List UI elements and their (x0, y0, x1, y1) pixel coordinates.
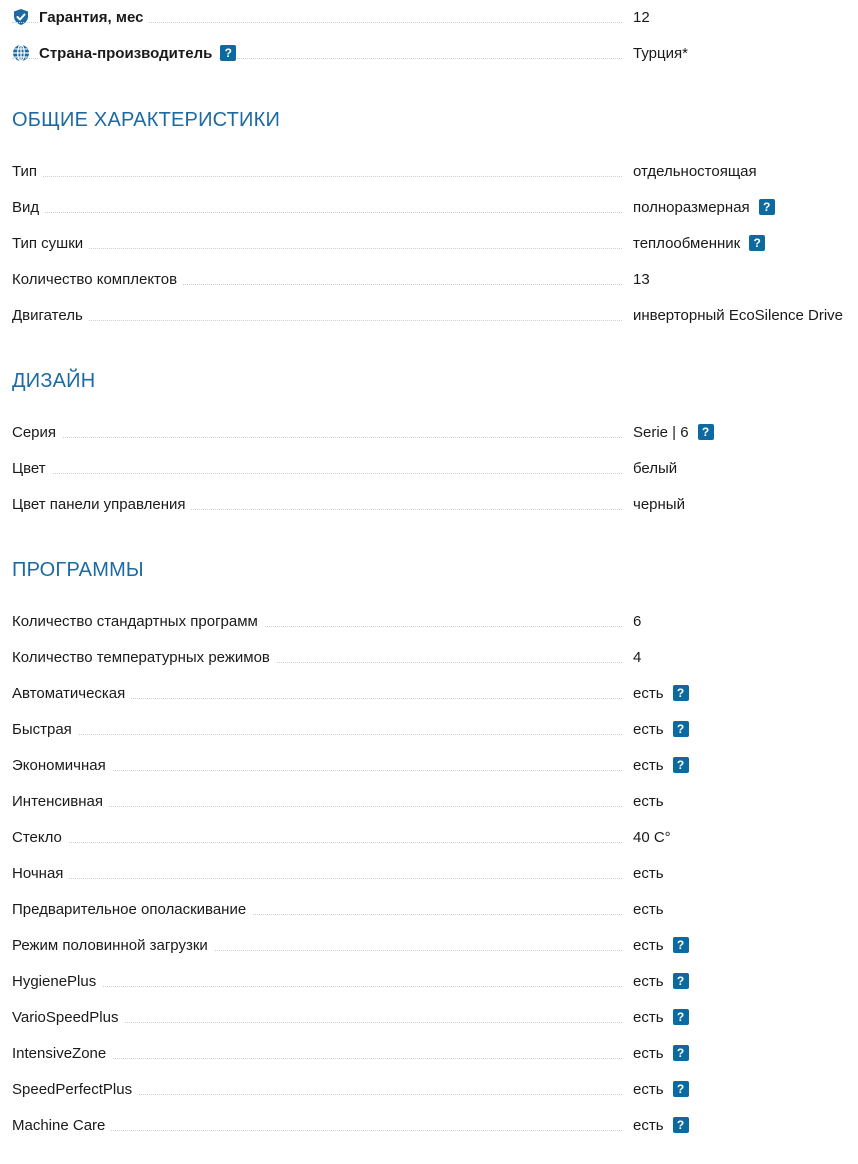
spec-label: Цвет панели управления (12, 496, 191, 513)
spec-value-text: теплообменник (633, 234, 741, 252)
spec-value (633, 1117, 689, 1134)
help-icon[interactable]: ? (673, 937, 689, 953)
spec-row (12, 269, 858, 289)
spec-value (633, 757, 689, 774)
spec-label: Режим половинной загрузки (12, 937, 214, 954)
spec-label: Экономичная (12, 757, 112, 774)
spec-value-text: есть (633, 684, 664, 702)
spec-value (633, 1081, 689, 1098)
spec-value (633, 793, 664, 810)
spec-value (633, 9, 650, 26)
spec-label: IntensiveZone (12, 1045, 112, 1062)
spec-value (633, 649, 641, 666)
spec-row (12, 197, 858, 217)
spec-value (633, 235, 765, 252)
help-icon[interactable]: ? (220, 45, 236, 61)
spec-value-text: 4 (633, 648, 642, 666)
spec-value-text: отдельностоящая (633, 162, 757, 180)
spec-value (633, 829, 671, 846)
spec-row (12, 422, 858, 442)
spec-value (633, 721, 689, 738)
spec-row (12, 755, 858, 775)
spec-value (633, 424, 714, 441)
spec-label: Цвет (12, 460, 52, 477)
dotted-leader (12, 248, 622, 249)
dotted-leader (12, 986, 622, 987)
spec-label: Двигатель (12, 307, 89, 324)
spec-row (12, 683, 858, 703)
spec-row (12, 458, 858, 478)
spec-value (633, 1009, 689, 1026)
section-title: ДИЗАЙН (12, 370, 96, 392)
help-icon[interactable]: ? (673, 1081, 689, 1097)
spec-label: Тип (12, 163, 43, 180)
spec-label: HygienePlus (12, 973, 102, 990)
spec-row (12, 161, 858, 181)
help-icon[interactable]: ? (673, 1117, 689, 1133)
section-title: ПРОГРАММЫ (12, 559, 144, 581)
help-icon[interactable]: ? (673, 757, 689, 773)
spec-value (633, 865, 664, 882)
help-icon[interactable]: ? (673, 1009, 689, 1025)
spec-value (633, 973, 689, 990)
spec-label: Быстрая (12, 721, 78, 738)
spec-value-text: 40 С° (633, 828, 671, 846)
help-icon[interactable]: ? (749, 235, 765, 251)
spec-value-text: Serie | 6 (633, 423, 689, 441)
spec-row (12, 1079, 858, 1099)
help-icon[interactable]: ? (698, 424, 714, 440)
spec-label: Автоматическая (12, 685, 131, 702)
spec-value-text: есть (633, 1044, 664, 1062)
spec-value (633, 685, 689, 702)
help-icon[interactable]: ? (673, 685, 689, 701)
spec-row-warranty (12, 7, 858, 27)
spec-label: Ночная (12, 865, 69, 882)
spec-label: Machine Care (12, 1117, 111, 1134)
spec-value (633, 271, 650, 288)
spec-value-text: белый (633, 459, 678, 477)
spec-label: Страна-производитель (39, 45, 218, 62)
spec-row (12, 1043, 858, 1063)
spec-value (633, 613, 641, 630)
spec-row (12, 1115, 858, 1135)
spec-value (633, 163, 757, 180)
spec-row (12, 647, 858, 667)
spec-value-text: есть (633, 900, 664, 918)
dotted-leader (12, 734, 622, 735)
spec-label: Предварительное ополаскивание (12, 901, 252, 918)
spec-row (12, 791, 858, 811)
spec-label: Гарантия, мес (39, 9, 149, 26)
spec-value-text: 12 (633, 8, 650, 26)
spec-label: Количество стандартных программ (12, 613, 264, 630)
spec-label: Серия (12, 424, 62, 441)
spec-label: Количество температурных режимов (12, 649, 276, 666)
spec-label: Количество комплектов (12, 271, 183, 288)
spec-value-text: есть (633, 864, 664, 882)
spec-value-text: черный (633, 495, 685, 513)
dotted-leader (12, 437, 622, 438)
spec-row (12, 233, 858, 253)
help-icon[interactable]: ? (673, 973, 689, 989)
section-title: ОБЩИЕ ХАРАКТЕРИСТИКИ (12, 109, 281, 131)
spec-value-text: 13 (633, 270, 650, 288)
spec-row (12, 827, 858, 847)
spec-row (12, 935, 858, 955)
dotted-leader (12, 878, 622, 879)
spec-row (12, 1007, 858, 1027)
dotted-leader (12, 320, 622, 321)
help-icon[interactable]: ? (673, 721, 689, 737)
spec-value-text: есть (633, 1008, 664, 1026)
spec-value-text: есть (633, 720, 664, 738)
help-icon[interactable]: ? (759, 199, 775, 215)
spec-value-text: полноразмерная (633, 198, 750, 216)
help-icon[interactable]: ? (673, 1045, 689, 1061)
spec-label: Вид (12, 199, 45, 216)
spec-value-text: есть (633, 972, 664, 990)
spec-label: VarioSpeedPlus (12, 1009, 124, 1026)
dotted-leader (12, 212, 622, 213)
spec-value-text: инверторный EcoSilence Drive (633, 306, 844, 324)
spec-value-text: есть (633, 1116, 664, 1134)
shield-check-icon (12, 8, 30, 26)
spec-row (12, 719, 858, 739)
spec-value (633, 901, 664, 918)
spec-value (633, 937, 689, 954)
spec-value (633, 45, 688, 62)
spec-value (633, 496, 685, 513)
spec-row (12, 971, 858, 991)
spec-value-text: Турция* (633, 44, 688, 62)
spec-value (633, 1045, 689, 1062)
spec-value (633, 460, 677, 477)
globe-icon (12, 44, 30, 62)
dotted-leader (12, 842, 622, 843)
spec-value (633, 307, 843, 324)
spec-row (12, 863, 858, 883)
spec-value-text: есть (633, 1080, 664, 1098)
spec-value-text: 6 (633, 612, 642, 630)
spec-row-country (12, 43, 858, 63)
spec-row (12, 611, 858, 631)
spec-label: SpeedPerfectPlus (12, 1081, 138, 1098)
spec-label: Стекло (12, 829, 68, 846)
spec-row (12, 494, 858, 514)
spec-value-text: есть (633, 756, 664, 774)
dotted-leader (12, 176, 622, 177)
spec-value-text: есть (633, 936, 664, 954)
dotted-leader (12, 473, 622, 474)
spec-value (633, 199, 775, 216)
spec-row (12, 899, 858, 919)
spec-row (12, 305, 858, 325)
spec-value-text: есть (633, 792, 664, 810)
spec-label: Тип сушки (12, 235, 89, 252)
spec-label: Интенсивная (12, 793, 109, 810)
